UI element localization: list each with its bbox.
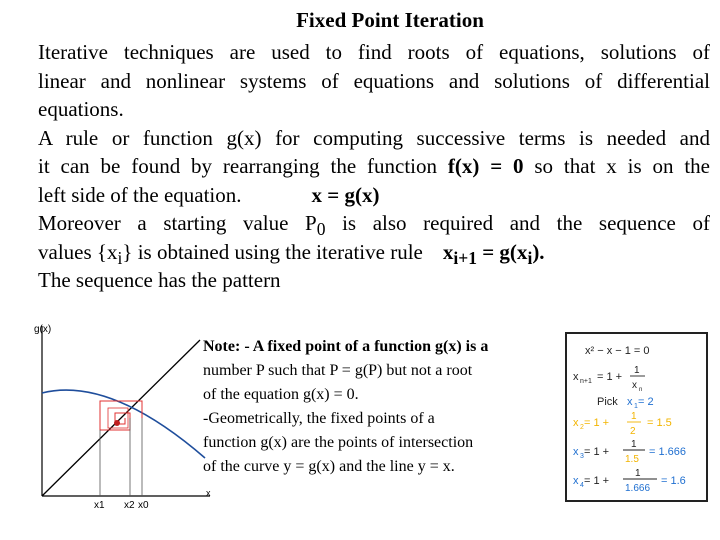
- tick-x1: x1: [94, 500, 105, 511]
- rule-line-3: left side of the equation. x = g(x): [38, 182, 380, 207]
- line-y-equals-x: [42, 340, 200, 496]
- pattern-line: The sequence has the pattern: [38, 268, 281, 292]
- svg-text:x: x: [573, 446, 579, 458]
- svg-text:1: 1: [634, 365, 640, 376]
- svg-text:1.666: 1.666: [625, 483, 651, 494]
- svg-text:1: 1: [631, 439, 637, 450]
- cobweb-graph: [30, 318, 220, 513]
- svg-text:x: x: [573, 475, 579, 487]
- svg-text:= 1 +: = 1 +: [584, 417, 610, 429]
- svg-text:= 1 +: = 1 +: [584, 446, 610, 458]
- svg-text:2: 2: [580, 424, 584, 431]
- iteration-x2: [573, 411, 672, 437]
- svg-text:= 1 +: = 1 +: [584, 475, 610, 487]
- svg-text:x: x: [573, 417, 579, 429]
- intro-line-2: linear and nonlinear systems of equations and solutions of differential: [38, 68, 710, 93]
- recurrence-rule: [573, 365, 645, 393]
- quadratic-equation: x² − x − 1 = 0: [585, 345, 650, 357]
- note-line-5: function g(x) are the points of intersection: [203, 434, 474, 451]
- svg-text:4: 4: [580, 482, 584, 489]
- svg-text:3: 3: [580, 453, 584, 460]
- note-line-4: -Geometrically, the fixed points of a: [203, 410, 435, 427]
- svg-text:x: x: [573, 371, 579, 383]
- intro-line-3: equations.: [38, 97, 124, 121]
- svg-text:n: n: [639, 387, 643, 393]
- svg-text:= 1.666: = 1.666: [649, 446, 687, 458]
- svg-text:= 2: = 2: [638, 396, 654, 408]
- svg-text:= 1 +: = 1 +: [597, 371, 623, 383]
- tick-x2: x2: [124, 500, 135, 511]
- moreover-line-1: Moreover a starting value $P_0$ is also required and the sequence of: [38, 211, 710, 240]
- svg-text:n+1: n+1: [580, 378, 592, 385]
- note-line-1: Note: - A fixed point of a function g(x) is a: [203, 338, 489, 355]
- note-block: [203, 335, 553, 479]
- svg-text:1: 1: [631, 411, 637, 422]
- svg-text:x: x: [632, 380, 637, 391]
- cobweb-path: [100, 401, 142, 430]
- note-line-3: of the equation g(x) = 0.: [203, 386, 359, 403]
- tick-x0: x0: [138, 500, 149, 511]
- rule-line-1: A rule or function g(x) for computing successive terms is needed and: [38, 125, 710, 150]
- iteration-x4: [573, 468, 686, 494]
- svg-text:1: 1: [635, 468, 641, 479]
- moreover-line-2: values $\{x_i\}$ is obtained using the iterative rule $x_{i+1} = g(x_i)$.: [38, 239, 545, 268]
- x-equals-gx: x = g(x): [311, 182, 380, 207]
- intro-line-1: Iterative techniques are used to find roots of equations, solutions of: [38, 40, 710, 64]
- page-title: Fixed Point Iteration: [296, 8, 484, 32]
- formula-panel: [565, 332, 708, 502]
- note-line-6: of the curve y = g(x) and the line y = x.: [203, 458, 455, 475]
- svg-text:2: 2: [630, 426, 636, 437]
- rule-line-2: it can be found by rearranging the function f(x) = 0 so that x is on the: [38, 154, 710, 178]
- svg-text:1: 1: [634, 403, 638, 410]
- note-line-2: number P such that P = g(P) but not a root: [203, 362, 473, 379]
- fx-equation: f(x) = 0: [447, 154, 524, 178]
- pick-initial: [597, 396, 654, 410]
- svg-text:= 1.5: = 1.5: [647, 417, 672, 429]
- iteration-x3: [573, 439, 686, 465]
- svg-text:= 1.6: = 1.6: [661, 475, 686, 487]
- svg-text:1.5: 1.5: [625, 454, 639, 465]
- iterative-rule: $x_{i+1} = g(x_i)$.: [442, 239, 545, 268]
- fixed-point-marker: [114, 420, 120, 426]
- svg-text:Pick: Pick: [597, 396, 618, 408]
- y-axis-label: g(x): [34, 324, 52, 335]
- x-axis-label: x: [206, 488, 211, 498]
- svg-text:x: x: [627, 396, 633, 408]
